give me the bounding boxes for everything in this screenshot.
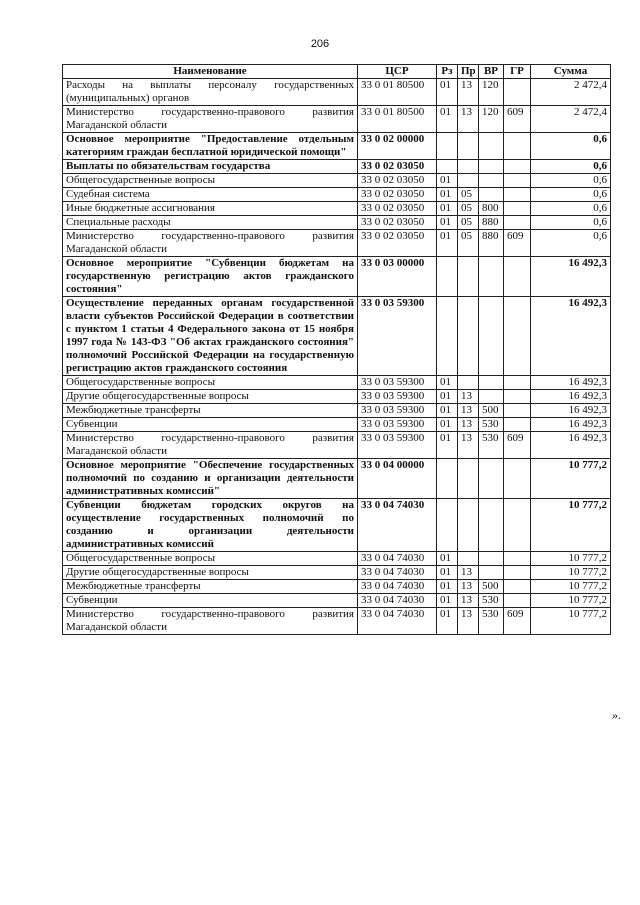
- cell-rz: 01: [437, 580, 458, 594]
- cell-pr: 05: [458, 188, 479, 202]
- cell-csr: 33 0 02 03050: [358, 174, 437, 188]
- cell-rz: 01: [437, 566, 458, 580]
- cell-vr: [479, 297, 504, 376]
- cell-pr: 13: [458, 106, 479, 133]
- table-row: [63, 459, 611, 499]
- cell-sum: 16 492,3: [531, 376, 611, 390]
- cell-gr: 609: [504, 230, 531, 257]
- cell-sum: 16 492,3: [531, 257, 611, 297]
- cell-gr: [504, 580, 531, 594]
- cell-gr: [504, 216, 531, 230]
- table-header-row: [63, 65, 611, 79]
- cell-name: Основное мероприятие "Субвенции бюджетам на государственную регистрацию актов гражданского состояния": [63, 257, 358, 297]
- cell-vr: 530: [479, 418, 504, 432]
- page-number: 206: [310, 38, 330, 50]
- cell-csr: 33 0 04 74030: [358, 580, 437, 594]
- cell-rz: 01: [437, 552, 458, 566]
- cell-name: Министерство государственно-правового развития Магаданской области: [63, 432, 358, 459]
- cell-rz: [437, 133, 458, 160]
- cell-sum: 0,6: [531, 174, 611, 188]
- cell-name: Субвенции: [63, 418, 358, 432]
- cell-pr: 13: [458, 432, 479, 459]
- cell-vr: 880: [479, 230, 504, 257]
- cell-pr: 13: [458, 404, 479, 418]
- cell-gr: [504, 174, 531, 188]
- cell-pr: 05: [458, 216, 479, 230]
- cell-rz: 01: [437, 404, 458, 418]
- cell-rz: [437, 297, 458, 376]
- cell-gr: 609: [504, 432, 531, 459]
- cell-pr: [458, 257, 479, 297]
- cell-rz: 01: [437, 216, 458, 230]
- cell-gr: [504, 133, 531, 160]
- cell-rz: [437, 257, 458, 297]
- cell-name: Общегосударственные вопросы: [63, 552, 358, 566]
- cell-vr: 880: [479, 216, 504, 230]
- cell-sum: 0,6: [531, 230, 611, 257]
- cell-csr: 33 0 02 03050: [358, 188, 437, 202]
- cell-name: Министерство государственно-правового развития Магаданской области: [63, 608, 358, 635]
- column-header-vr: ВР: [479, 65, 504, 79]
- table-row: [63, 216, 611, 230]
- cell-pr: 05: [458, 230, 479, 257]
- cell-name: Осуществление переданных органам государственной власти субъектов Российской Федерации в соответствии с пунктом 1 статьи 4 Федерального закона от 15 ноября 1997 года № 143-ФЗ "Об актах гражданского состояния" полномочий Российской Федерации на государственную регистрацию актов гражданского состояния: [63, 297, 358, 376]
- column-header-pr: Пр: [458, 65, 479, 79]
- cell-gr: [504, 418, 531, 432]
- table-row: [63, 174, 611, 188]
- cell-csr: 33 0 02 00000: [358, 133, 437, 160]
- cell-sum: 16 492,3: [531, 390, 611, 404]
- cell-sum: 10 777,2: [531, 459, 611, 499]
- cell-csr: 33 0 02 03050: [358, 230, 437, 257]
- table-row: [63, 257, 611, 297]
- cell-vr: [479, 499, 504, 552]
- cell-pr: 13: [458, 594, 479, 608]
- cell-rz: 01: [437, 79, 458, 106]
- cell-rz: 01: [437, 608, 458, 635]
- cell-csr: 33 0 04 74030: [358, 552, 437, 566]
- cell-pr: [458, 499, 479, 552]
- cell-gr: [504, 188, 531, 202]
- cell-name: Другие общегосударственные вопросы: [63, 566, 358, 580]
- cell-name: Субвенции: [63, 594, 358, 608]
- cell-rz: 01: [437, 594, 458, 608]
- cell-sum: 2 472,4: [531, 79, 611, 106]
- cell-sum: 10 777,2: [531, 566, 611, 580]
- cell-vr: [479, 566, 504, 580]
- cell-rz: 01: [437, 376, 458, 390]
- cell-csr: 33 0 03 59300: [358, 418, 437, 432]
- cell-sum: 0,6: [531, 133, 611, 160]
- table-row: [63, 188, 611, 202]
- cell-vr: 120: [479, 79, 504, 106]
- cell-csr: 33 0 03 59300: [358, 376, 437, 390]
- cell-csr: 33 0 02 03050: [358, 216, 437, 230]
- table-row: [63, 594, 611, 608]
- cell-name: Министерство государственно-правового развития Магаданской области: [63, 106, 358, 133]
- cell-csr: 33 0 02 03050: [358, 160, 437, 174]
- cell-name: Специальные расходы: [63, 216, 358, 230]
- table-row: [63, 418, 611, 432]
- cell-name: Субвенции бюджетам городских округов на осуществление государственных полномочий по созданию и организации деятельности административных комиссий: [63, 499, 358, 552]
- cell-gr: [504, 552, 531, 566]
- cell-name: Расходы на выплаты персоналу государственных (муниципальных) органов: [63, 79, 358, 106]
- cell-csr: 33 0 02 03050: [358, 202, 437, 216]
- cell-name: Основное мероприятие "Обеспечение государственных полномочий по созданию и организации деятельности административных комиссий": [63, 459, 358, 499]
- cell-csr: 33 0 03 59300: [358, 297, 437, 376]
- cell-name: Иные бюджетные ассигнования: [63, 202, 358, 216]
- cell-csr: 33 0 04 74030: [358, 499, 437, 552]
- table-row: [63, 297, 611, 376]
- table-row: [63, 202, 611, 216]
- table-row: [63, 404, 611, 418]
- cell-vr: 800: [479, 202, 504, 216]
- cell-sum: 10 777,2: [531, 608, 611, 635]
- cell-sum: 10 777,2: [531, 552, 611, 566]
- cell-name: Министерство государственно-правового развития Магаданской области: [63, 230, 358, 257]
- cell-gr: [504, 160, 531, 174]
- table-row: [63, 230, 611, 257]
- cell-rz: 01: [437, 390, 458, 404]
- cell-csr: 33 0 03 59300: [358, 432, 437, 459]
- cell-vr: [479, 133, 504, 160]
- cell-pr: 13: [458, 79, 479, 106]
- table-row: [63, 432, 611, 459]
- cell-gr: 609: [504, 106, 531, 133]
- cell-name: Межбюджетные трансферты: [63, 580, 358, 594]
- cell-vr: 530: [479, 608, 504, 635]
- cell-name: Судебная система: [63, 188, 358, 202]
- cell-gr: [504, 566, 531, 580]
- cell-rz: 01: [437, 230, 458, 257]
- cell-gr: [504, 459, 531, 499]
- cell-pr: 13: [458, 566, 479, 580]
- cell-vr: [479, 459, 504, 499]
- cell-sum: 10 777,2: [531, 580, 611, 594]
- table-row: [63, 133, 611, 160]
- cell-rz: 01: [437, 188, 458, 202]
- cell-pr: [458, 160, 479, 174]
- cell-pr: [458, 552, 479, 566]
- cell-gr: [504, 376, 531, 390]
- cell-csr: 33 0 03 59300: [358, 404, 437, 418]
- cell-vr: [479, 160, 504, 174]
- cell-sum: 10 777,2: [531, 594, 611, 608]
- cell-sum: 0,6: [531, 188, 611, 202]
- cell-vr: [479, 257, 504, 297]
- cell-sum: 16 492,3: [531, 418, 611, 432]
- budget-table: [62, 64, 611, 635]
- table-row: [63, 566, 611, 580]
- cell-rz: 01: [437, 174, 458, 188]
- table-row: [63, 79, 611, 106]
- cell-name: Основное мероприятие "Предоставление отдельным категориям граждан бесплатной юридической помощи": [63, 133, 358, 160]
- cell-csr: 33 0 01 80500: [358, 79, 437, 106]
- cell-vr: 500: [479, 580, 504, 594]
- cell-pr: 13: [458, 580, 479, 594]
- cell-gr: [504, 390, 531, 404]
- cell-csr: 33 0 04 74030: [358, 594, 437, 608]
- cell-csr: 33 0 03 59300: [358, 390, 437, 404]
- column-header-gr: ГР: [504, 65, 531, 79]
- table-row: [63, 390, 611, 404]
- cell-csr: 33 0 04 74030: [358, 566, 437, 580]
- cell-gr: [504, 202, 531, 216]
- cell-sum: 10 777,2: [531, 499, 611, 552]
- cell-rz: 01: [437, 106, 458, 133]
- cell-vr: [479, 390, 504, 404]
- column-header-csr: ЦСР: [358, 65, 437, 79]
- cell-rz: [437, 459, 458, 499]
- column-header-name: Наименование: [63, 65, 358, 79]
- cell-pr: [458, 133, 479, 160]
- table-row: [63, 106, 611, 133]
- cell-csr: 33 0 04 00000: [358, 459, 437, 499]
- table-row: [63, 376, 611, 390]
- cell-rz: 01: [437, 432, 458, 459]
- table-row: [63, 552, 611, 566]
- table-body: [63, 79, 611, 635]
- cell-sum: 0,6: [531, 202, 611, 216]
- cell-gr: [504, 499, 531, 552]
- cell-pr: 13: [458, 608, 479, 635]
- table-row: [63, 580, 611, 594]
- cell-gr: [504, 257, 531, 297]
- column-header-rz: Рз: [437, 65, 458, 79]
- cell-rz: 01: [437, 202, 458, 216]
- cell-sum: 16 492,3: [531, 432, 611, 459]
- cell-vr: [479, 174, 504, 188]
- cell-vr: 530: [479, 432, 504, 459]
- cell-vr: [479, 552, 504, 566]
- cell-vr: 500: [479, 404, 504, 418]
- cell-sum: 2 472,4: [531, 106, 611, 133]
- cell-gr: [504, 79, 531, 106]
- table-row: [63, 608, 611, 635]
- cell-rz: [437, 160, 458, 174]
- cell-name: Общегосударственные вопросы: [63, 174, 358, 188]
- cell-sum: 0,6: [531, 216, 611, 230]
- cell-rz: [437, 499, 458, 552]
- cell-pr: [458, 376, 479, 390]
- cell-gr: [504, 404, 531, 418]
- cell-vr: 530: [479, 594, 504, 608]
- cell-csr: 33 0 03 00000: [358, 257, 437, 297]
- cell-csr: 33 0 01 80500: [358, 106, 437, 133]
- cell-name: Выплаты по обязательствам государства: [63, 160, 358, 174]
- cell-pr: 13: [458, 390, 479, 404]
- cell-rz: 01: [437, 418, 458, 432]
- cell-pr: 13: [458, 418, 479, 432]
- cell-pr: 05: [458, 202, 479, 216]
- cell-sum: 16 492,3: [531, 404, 611, 418]
- cell-vr: 120: [479, 106, 504, 133]
- cell-csr: 33 0 04 74030: [358, 608, 437, 635]
- cell-sum: 0,6: [531, 160, 611, 174]
- cell-vr: [479, 188, 504, 202]
- table-row: [63, 160, 611, 174]
- cell-pr: [458, 459, 479, 499]
- cell-name: Межбюджетные трансферты: [63, 404, 358, 418]
- closing-quote-mark: ».: [612, 708, 621, 722]
- column-header-sum: Сумма: [531, 65, 611, 79]
- cell-gr: [504, 594, 531, 608]
- cell-gr: 609: [504, 608, 531, 635]
- cell-pr: [458, 297, 479, 376]
- cell-gr: [504, 297, 531, 376]
- cell-name: Общегосударственные вопросы: [63, 376, 358, 390]
- cell-pr: [458, 174, 479, 188]
- cell-name: Другие общегосударственные вопросы: [63, 390, 358, 404]
- table-row: [63, 499, 611, 552]
- cell-vr: [479, 376, 504, 390]
- cell-sum: 16 492,3: [531, 297, 611, 376]
